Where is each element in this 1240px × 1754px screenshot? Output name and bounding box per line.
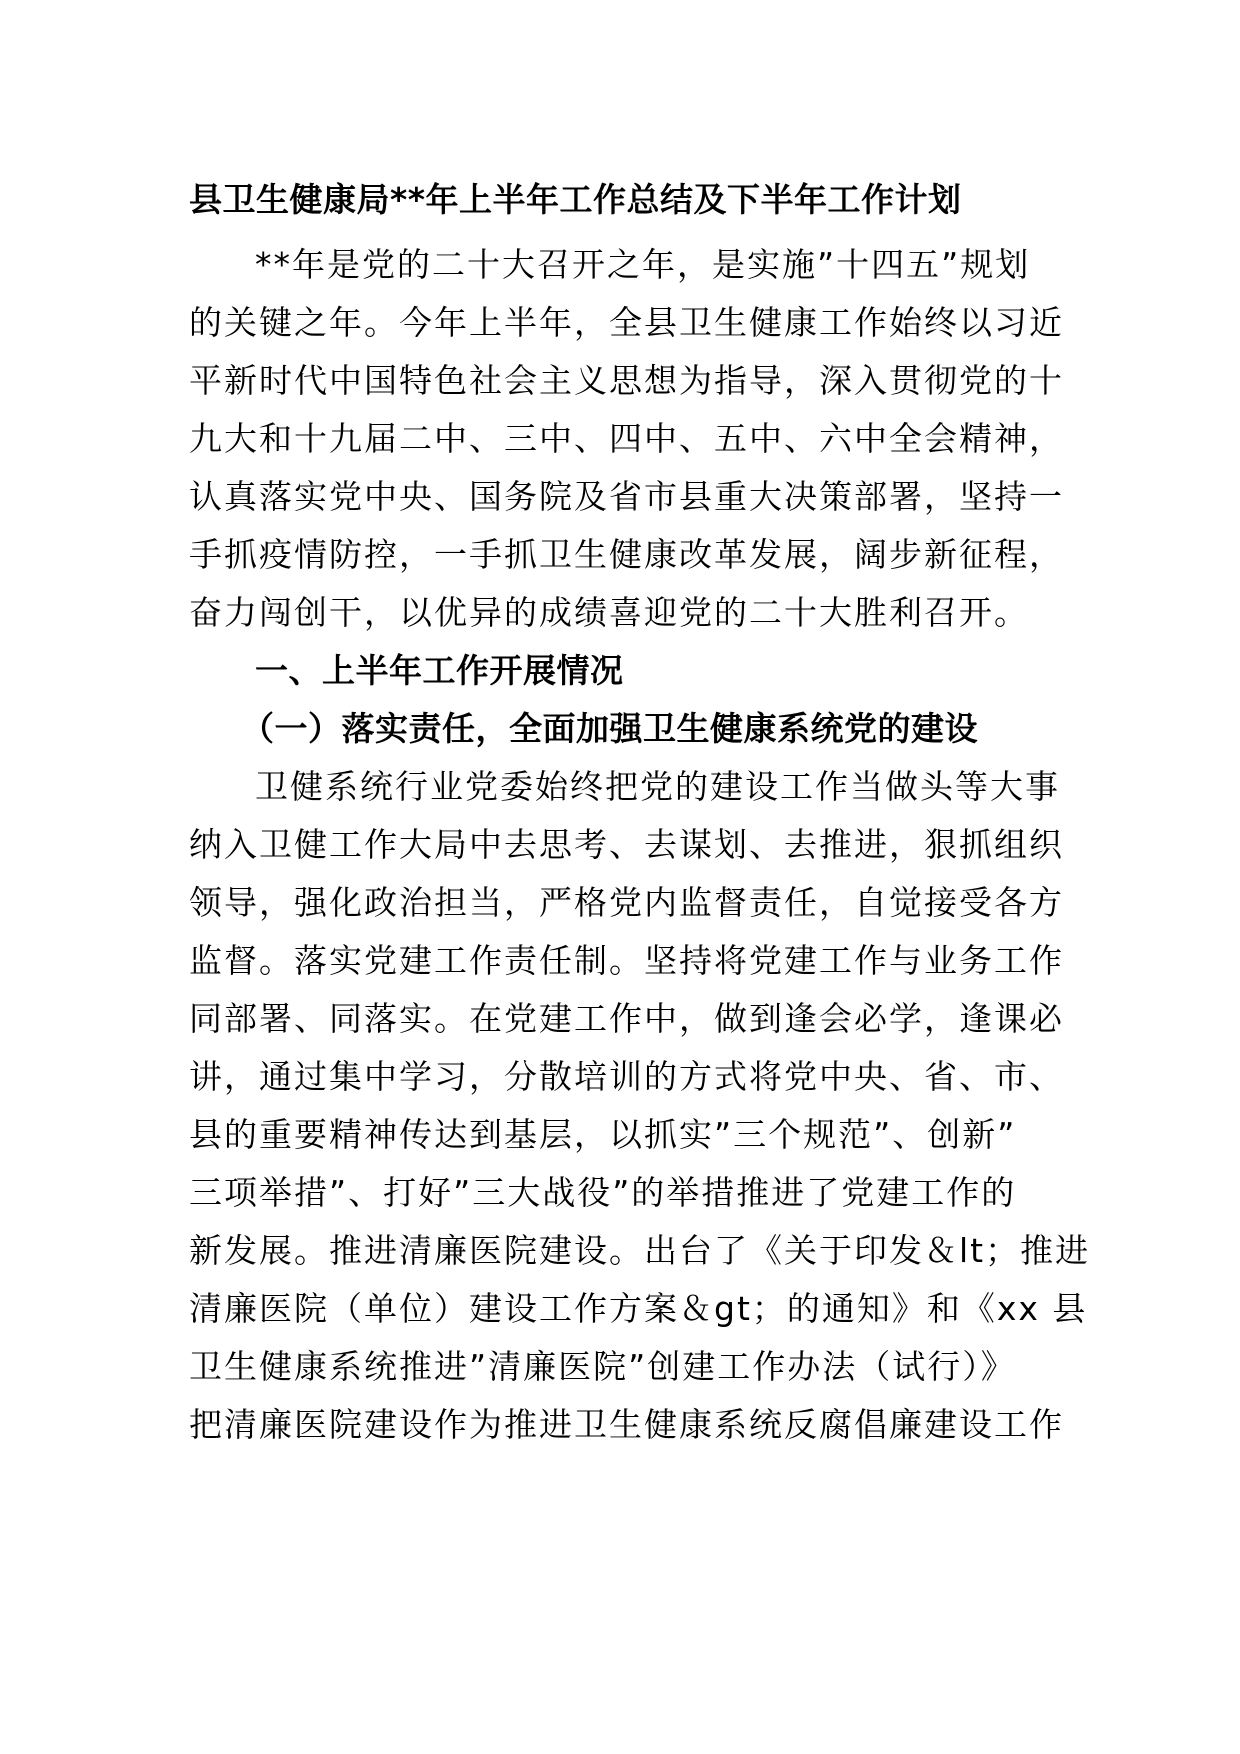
body-line: 监督。落实党建工作责任制。坚持将党建工作与业务工作 <box>189 941 1064 980</box>
body-line: 新发展。推进清廉医院建设。出台了《关于印发＆lt；推进 <box>189 1231 1091 1270</box>
intro-line: 奋力闯创干，以优异的成绩喜迎党的二十大胜利召开。 <box>189 593 1029 632</box>
intro-line: 手抓疫情防控，一手抓卫生健康改革发展，阔步新征程， <box>189 535 1064 574</box>
body-line: 县的重要精神传达到基层，以抓实”三个规范”、创新” <box>189 1115 1017 1154</box>
subsection-heading: （一）落实责任，全面加强卫生健康系统党的建设 <box>241 709 978 748</box>
body-line: 纳入卫健工作大局中去思考、去谋划、去推进，狠抓组织 <box>189 825 1064 864</box>
intro-line: 的关键之年。今年上半年，全县卫生健康工作始终以习近 <box>189 303 1064 342</box>
body-line: 清廉医院（单位）建设工作方案＆gt；的通知》和《xx 县 <box>189 1289 1088 1328</box>
section-heading: 一、上半年工作开展情况 <box>255 651 624 690</box>
body-line: 三项举措”、打好”三大战役”的举措推进了党建工作的 <box>189 1173 1017 1212</box>
document-title: 县卫生健康局**年上半年工作总结及下半年工作计划 <box>189 180 962 219</box>
intro-line: 九大和十九届二中、三中、四中、五中、六中全会精神， <box>189 419 1064 458</box>
body-line: 同部署、同落实。在党建工作中，做到逢会必学，逢课必 <box>189 999 1064 1038</box>
body-line: 把清廉医院建设作为推进卫生健康系统反腐倡廉建设工作 <box>189 1405 1064 1444</box>
intro-line: 平新时代中国特色社会主义思想为指导，深入贯彻党的十 <box>189 361 1064 400</box>
intro-line: **年是党的二十大召开之年，是实施”十四五”规划 <box>255 245 1031 284</box>
body-line: 卫健系统行业党委始终把党的建设工作当做头等大事 <box>255 767 1060 806</box>
body-line: 讲，通过集中学习，分散培训的方式将党中央、省、市、 <box>189 1057 1064 1096</box>
body-line: 领导，强化政治担当，严格党内监督责任，自觉接受各方 <box>189 883 1064 922</box>
body-line: 卫生健康系统推进”清廉医院”创建工作办法（试行）》 <box>189 1347 1016 1386</box>
intro-line: 认真落实党中央、国务院及省市县重大决策部署，坚持一 <box>189 477 1064 516</box>
